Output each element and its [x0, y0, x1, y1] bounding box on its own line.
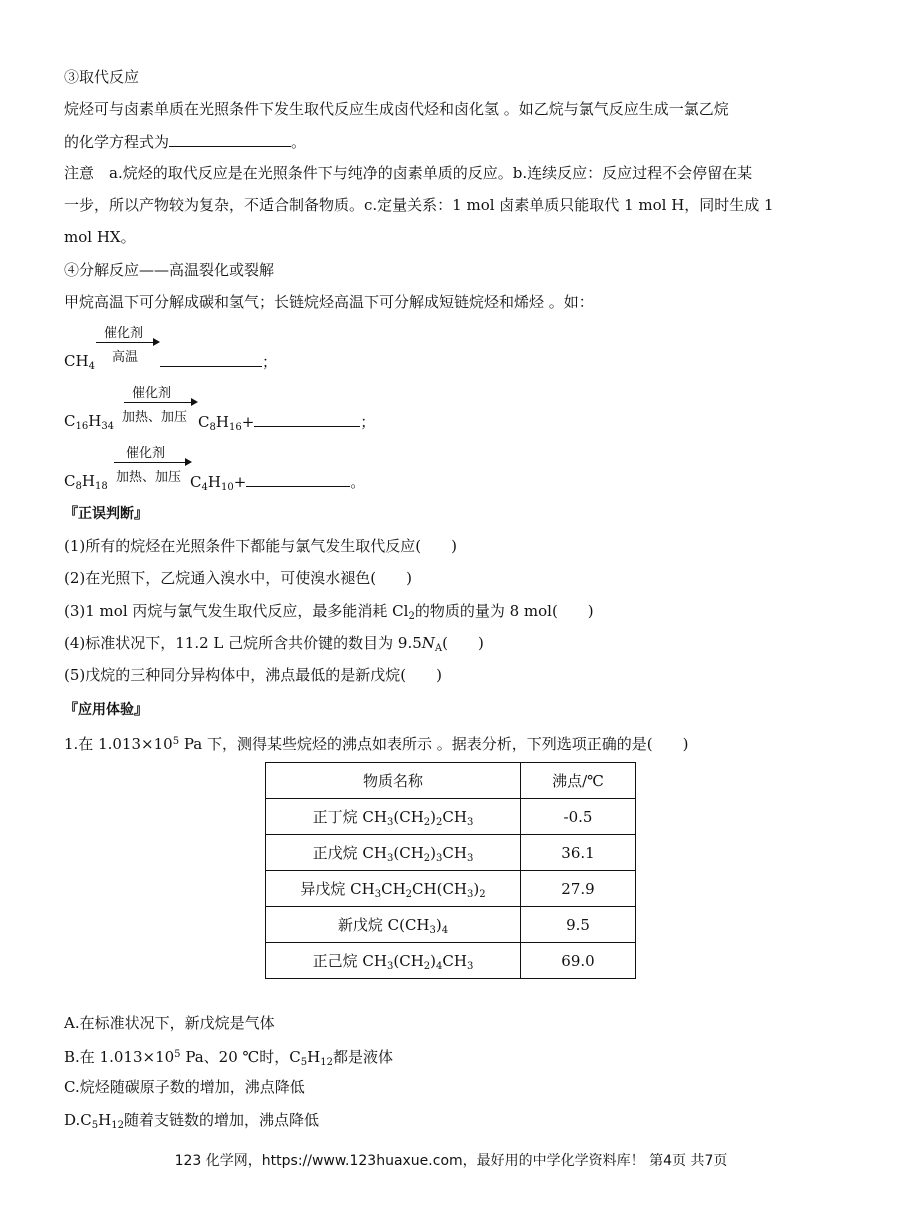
section-heading-apply: 『应用体验』: [64, 702, 148, 718]
condition-label: 加热、加压: [116, 470, 182, 485]
paragraph: 甲烷高温下可分解成碳和氢气；长链烷烃高温下可分解成短链烷烃和烯烃 。如：: [64, 293, 594, 311]
reaction-arrow: [96, 342, 156, 343]
option-c[interactable]: C.烷烃随碳原子数的增加，沸点降低: [64, 1078, 305, 1096]
judge-item: (1)所有的烷烃在光照条件下都能与氯气发生取代反应( ): [64, 537, 457, 555]
option-b[interactable]: B.在 $1.013\times 10^5$ Pa、20 ℃时，$C_5H_{12}$都是液体: [64, 1048, 394, 1068]
table-row: [266, 943, 636, 979]
product-area: ；: [160, 350, 277, 372]
section-title-decomposition: ④分解反应——高温裂化或裂解: [64, 261, 275, 279]
arrow-head-icon: [191, 398, 198, 406]
table-header-row: [266, 763, 636, 799]
substance-name: 正戊烷 $CH_3(CH_2)_3CH_3$: [266, 835, 521, 871]
boiling-point-value: 27.9: [521, 871, 636, 907]
table-header-cell: 物质名称: [266, 763, 521, 799]
option-d[interactable]: $D.C_5H_{12}$随着支链数的增加，沸点降低: [64, 1111, 319, 1131]
product-area: $C_8H_{16}+$ ；: [198, 410, 375, 433]
reactant-formula: $CH_4$: [64, 352, 95, 372]
boiling-point-value: -0.5: [521, 799, 636, 835]
judge-item: (5)戊烷的三种同分异构体中，沸点最低的是新戊烷( ): [64, 666, 442, 684]
paragraph: [64, 130, 306, 153]
table-row: [266, 871, 636, 907]
answer-blank[interactable]: [246, 470, 350, 487]
table-row: [266, 907, 636, 943]
page-footer: 123 化学网，https://www.123huaxue.com，最好用的中学化学资料库！ 第4页 共7页: [174, 1153, 728, 1169]
condition-label: 加热、加压: [122, 410, 188, 425]
judge-item: (3)1 mol 丙烷与氯气发生取代反应，最多能消耗 $Cl_2$的物质的量为 8 mol( ): [64, 602, 594, 622]
substance-name: 正己烷 $CH_3(CH_2)_4CH_3$: [266, 943, 521, 979]
section-heading-judge: 『正误判断』: [64, 506, 148, 522]
section-title-substitution: ③取代反应: [64, 68, 140, 86]
substance-name: 异戊烷 $CH_3CH_2CH(CH_3)_2$: [266, 871, 521, 907]
product-area: $C_4H_{10}+$ 。: [190, 470, 365, 493]
answer-blank[interactable]: [254, 410, 360, 427]
boiling-point-value: 36.1: [521, 835, 636, 871]
catalyst-label: 催化剂: [132, 386, 172, 401]
boiling-point-value: 9.5: [521, 907, 636, 943]
reactant-formula: $C_8H_{18}$: [64, 472, 108, 492]
reaction-equation: [64, 380, 464, 440]
reaction-equation: [64, 440, 464, 500]
paragraph: 烷烃可与卤素单质在光照条件下发生取代反应生成卤代烃和卤化氢 。如乙烷与氯气反应生成一氯乙烷: [64, 100, 729, 118]
answer-blank[interactable]: [169, 130, 291, 147]
note-line: 注意 a.烷烃的取代反应是在光照条件下与纯净的卤素单质的反应。b.连续反应：反应过程不会停留在某: [64, 164, 753, 182]
paragraph-text: 的化学方程式为: [64, 133, 170, 151]
paragraph-text: 。: [291, 133, 307, 151]
question-stem: 1.在 $1.013\times 10^5$ Pa 下，测得某些烷烃的沸点如表所示 。据表分析，下列选项正确的是( ): [64, 735, 689, 753]
answer-blank[interactable]: [160, 350, 262, 367]
boiling-point-table: [265, 762, 636, 979]
arrow-head-icon: [153, 338, 160, 346]
note-line: 一步，所以产物较为复杂，不适合制备物质。c.定量关系：1 mol 卤素单质只能取代 1 mol H，同时生成 1: [64, 196, 774, 214]
judge-item: (4)标准状况下，11.2 L 己烷所含共价键的数目为 $9.5N_A$( ): [64, 634, 484, 654]
table-header-cell: 沸点/℃: [521, 763, 636, 799]
reactant-formula: $C_{16}H_{34}$: [64, 412, 115, 432]
reaction-equation: [64, 320, 464, 380]
catalyst-label: 催化剂: [126, 446, 166, 461]
reaction-arrow: [124, 402, 194, 403]
table-row: [266, 799, 636, 835]
note-line: mol HX。: [64, 228, 136, 246]
substance-name: 正丁烷 $CH_3(CH_2)_2CH_3$: [266, 799, 521, 835]
arrow-head-icon: [185, 458, 192, 466]
substance-name: 新戊烷 $C(CH_3)_4$: [266, 907, 521, 943]
condition-label: 高温: [112, 350, 139, 365]
boiling-point-value: 69.0: [521, 943, 636, 979]
judge-item: (2)在光照下，乙烷通入溴水中，可使溴水褪色( ): [64, 569, 412, 587]
table-row: [266, 835, 636, 871]
reaction-arrow: [114, 462, 188, 463]
option-a[interactable]: A.在标准状况下，新戊烷是气体: [64, 1014, 275, 1032]
catalyst-label: 催化剂: [104, 326, 144, 341]
